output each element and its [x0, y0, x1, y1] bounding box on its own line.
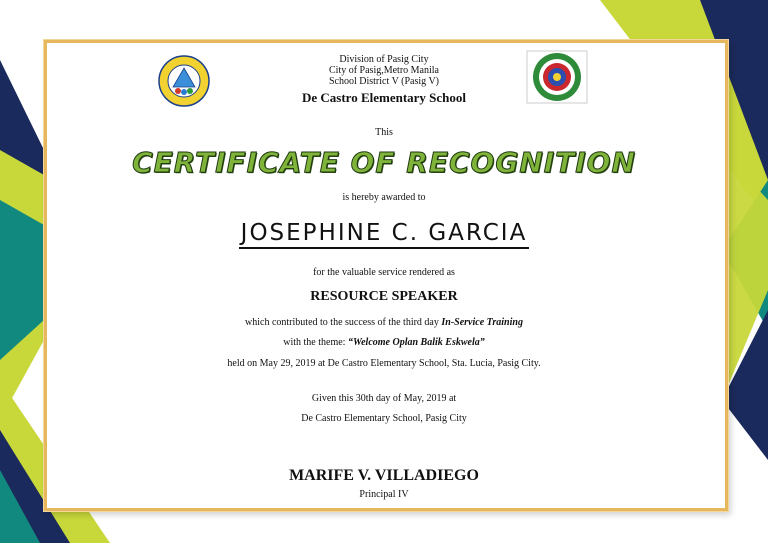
given-place-text: De Castro Elementary School, Pasig City [301, 413, 467, 424]
role-title: RESOURCE SPEAKER [310, 289, 458, 304]
training-name: In-Service Training [441, 317, 523, 328]
contribution-line [0, 317, 768, 328]
school-name: De Castro Elementary School [301, 90, 467, 105]
service-text: for the valuable service rendered as [313, 267, 455, 278]
theme-text: “Welcome Oplan Balik Eskwela” [347, 337, 485, 348]
theme-label: with the theme: [283, 337, 348, 348]
division-name: Division of Pasig City [339, 54, 429, 65]
held-text: held on May 29, 2019 at De Castro Elementary School, Sta. Lucia, Pasig City. [227, 358, 541, 369]
city-name: City of Pasig,Metro Manila [329, 65, 439, 76]
contribution-text: which contributed to the success of the third day [245, 317, 442, 328]
certificate-title: CERTIFICATE OF RECOGNITION [132, 146, 636, 179]
given-text: Given this 30th day of May, 2019 at [311, 393, 457, 404]
district-name: School District V (Pasig V) [328, 76, 439, 87]
theme-line [0, 337, 768, 348]
recipient-name [0, 220, 768, 246]
recipient-name-text: JOSEPHINE C. GARCIA [239, 220, 530, 249]
intro-text: This [375, 127, 393, 138]
awarded-text: is hereby awarded to [342, 192, 426, 203]
signatory-name: MARIFE V. VILLADIEGO [289, 467, 479, 484]
signatory-position: Principal IV [359, 489, 409, 500]
